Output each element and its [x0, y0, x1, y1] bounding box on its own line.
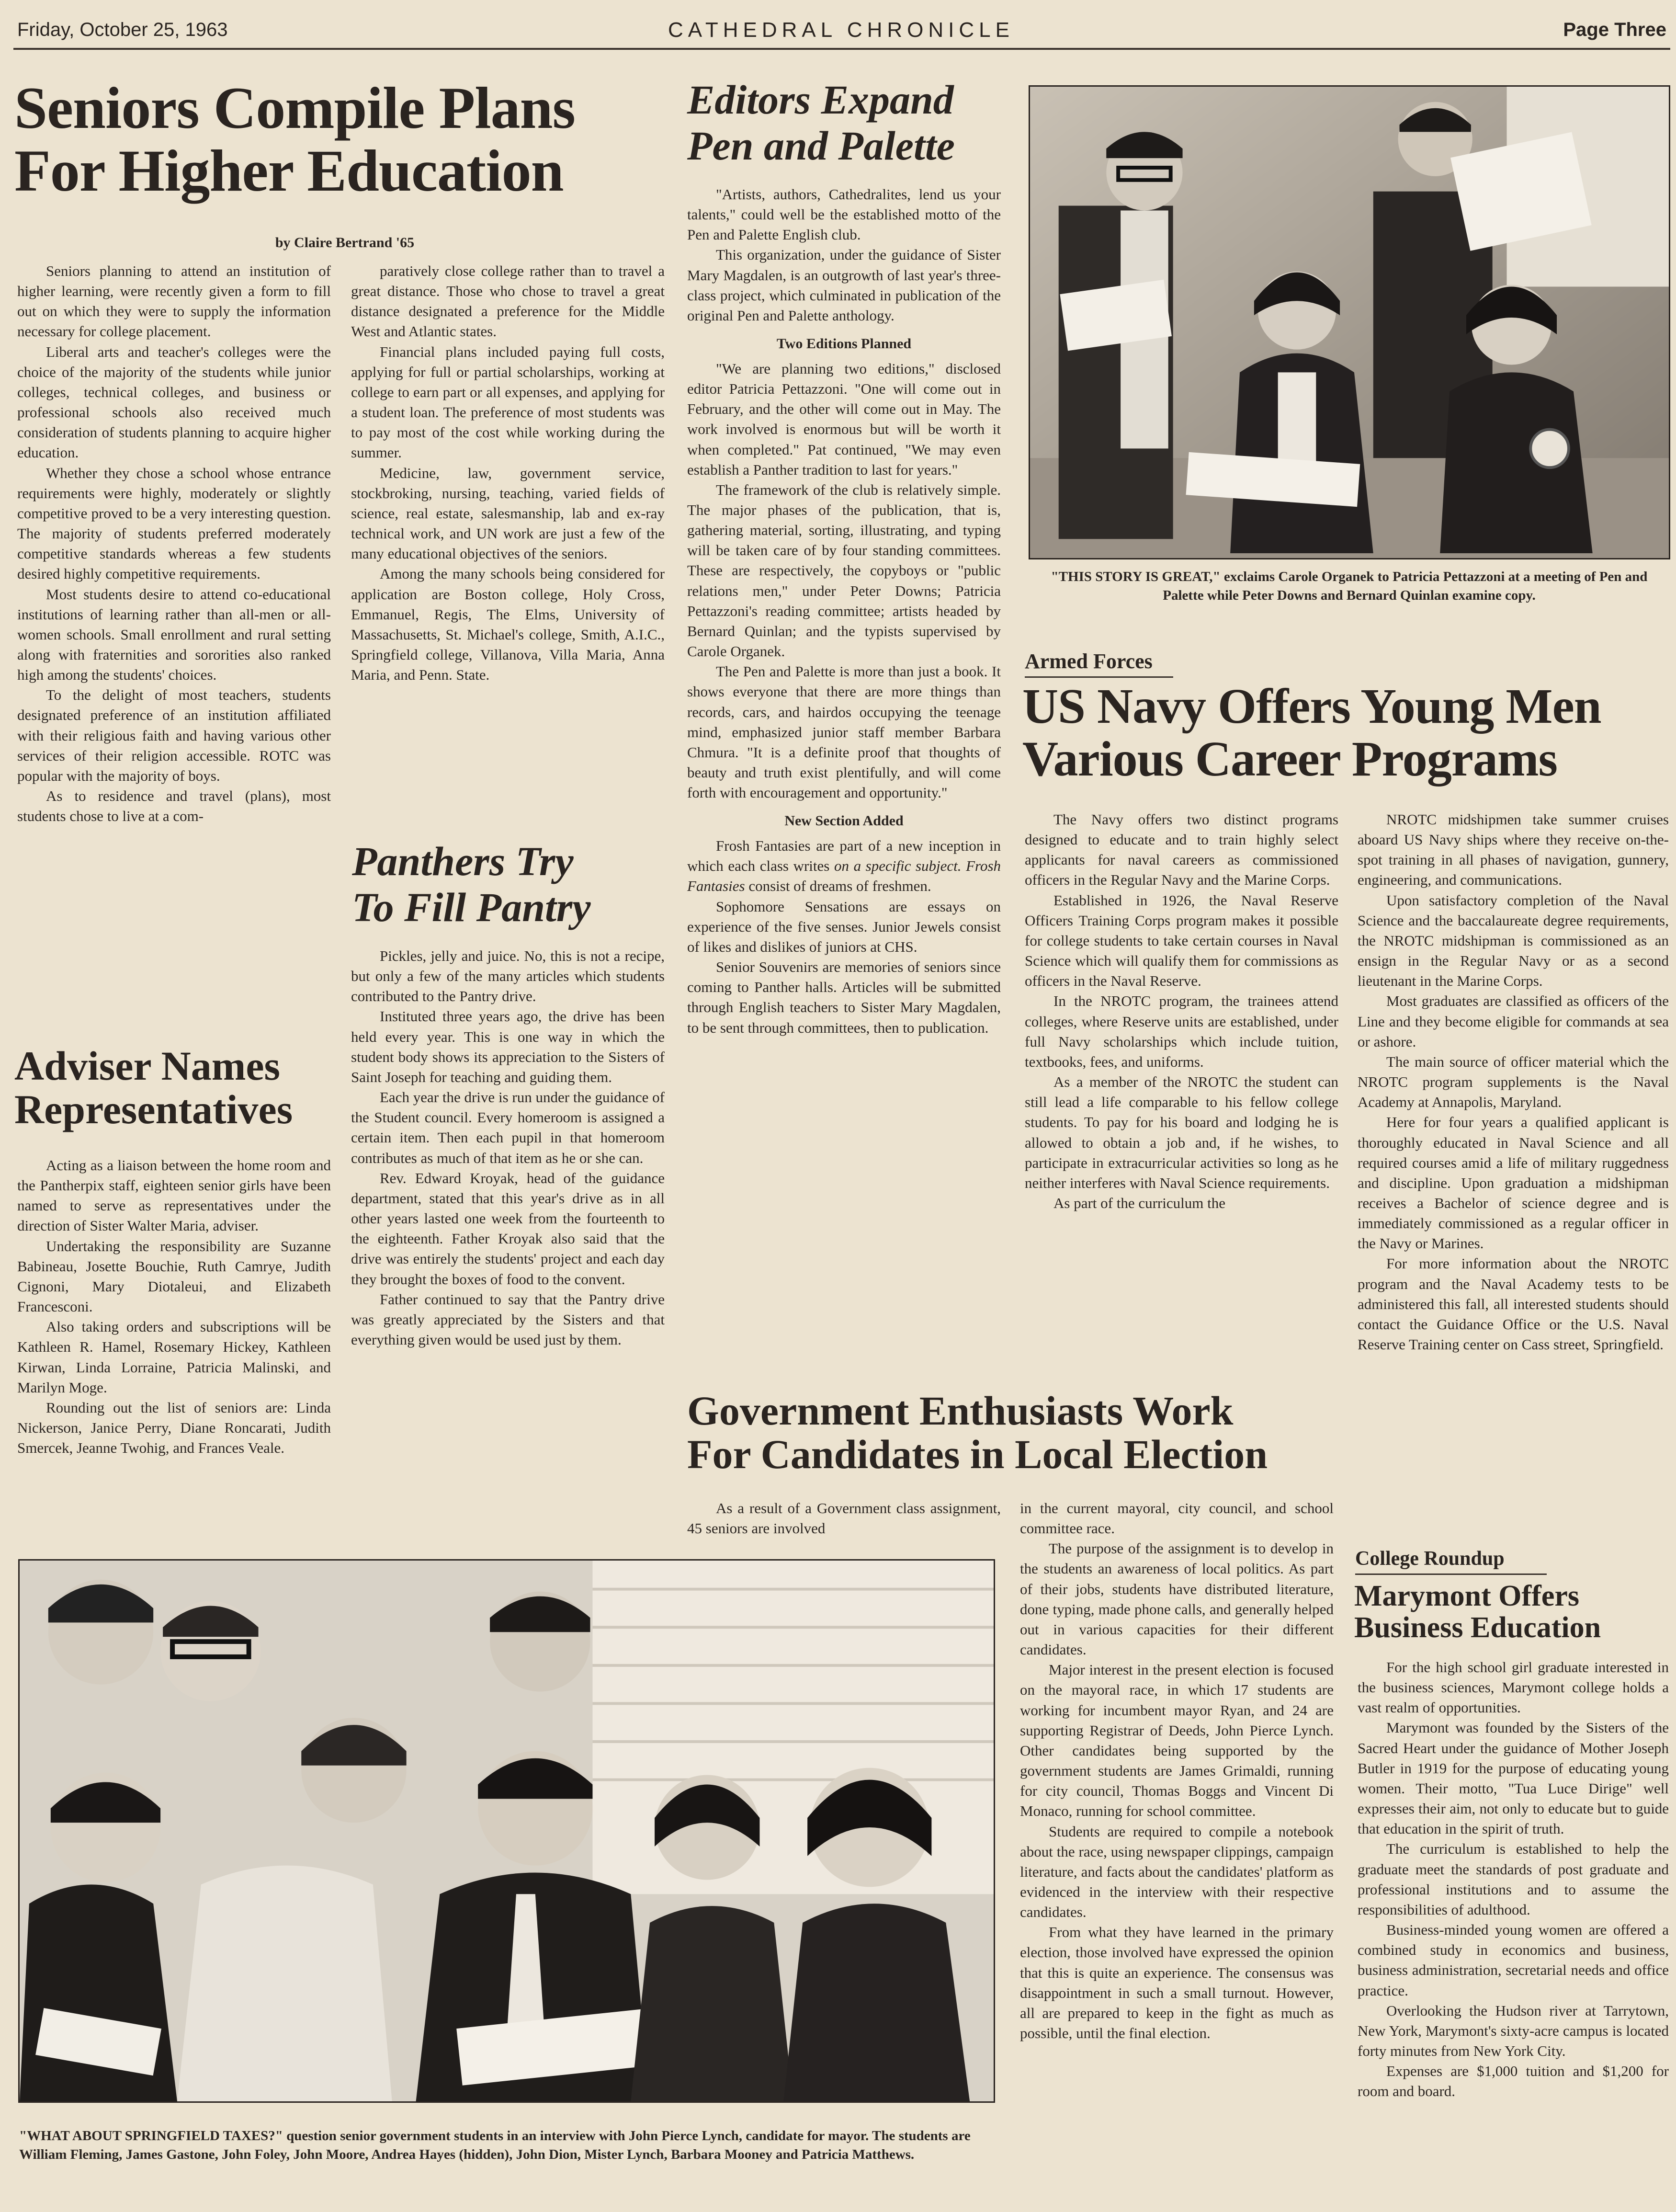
navy-column-2 [1358, 810, 1669, 1355]
government-column-2 [1020, 1498, 1334, 2043]
navy-kicker: Armed Forces [1025, 650, 1153, 673]
marymont-body [1358, 1657, 1669, 2101]
editors-paragraph: Senior Souvenirs are memories of seniors since coming to Panther halls. Articles will be submitted through English teachers to Sister Mary Magdalen, to be sent through committees, then to publication. [687, 958, 1001, 1036]
navy-paragraph: The Navy offers two distinct programs designed to educate and to train highly select applicants for naval careers as commissioned officers in the Regular Navy and the Marine Corps. [1025, 811, 1338, 889]
editors-headline-line-1: Editors Expand [687, 77, 954, 123]
marymont-paragraph: Overlooking the Hudson river at Tarrytown, New York, Marymont's sixty-acre campus is located forty minutes from New York City. [1358, 2002, 1669, 2059]
seniors-headline-line-2: For Higher Education [14, 138, 564, 204]
navy-paragraph: For more information about the NROTC program and the Naval Academy tests to be administered this fall, all interested students should contact the Guidance Office or the U.S. Naval Reserve Training center on Cass street, Springfield. [1358, 1255, 1669, 1353]
marymont-paragraph: For the high school girl graduate interested in the business sciences, Marymont college holds a vast realm of opportunities. [1358, 1659, 1669, 1716]
editors-paragraph: The framework of the club is relatively simple. The major phases of the publication, that is, gathering material, sorting, illustrating, and typing will be taken care of by four standing committees. These are respectively, the copyboys or "public relations men," under Peter Downs; Patricia Pettazzoni's reading committee; artists headed by Bernard Quinlan; and the typists supervised by Carole Organek. [687, 481, 1001, 660]
pen-and-palette-photo-image [1030, 87, 1669, 558]
adviser-body [17, 1155, 331, 1458]
marymont-paragraph: Business-minded young women are offered a combined study in economics and business, business administration, secretarial needs and office practice. [1358, 1921, 1669, 1999]
adviser-headline [14, 1044, 340, 1131]
panthers-paragraph: Pickles, jelly and juice. No, this is not a recipe, but only a few of the many articles which students contributed to the Pantry drive. [351, 947, 665, 1005]
seniors-headline-line-1: Seniors Compile Plans [14, 75, 575, 141]
government-headline [687, 1389, 1358, 1476]
marymont-paragraph: The curriculum is established to help the graduate meet the standards of post graduate and professional institutions and to assume the responsibilities of adulthood. [1358, 1840, 1669, 1918]
seniors-column-1 [17, 261, 331, 826]
navy-headline-line-2: Various Career Programs [1022, 731, 1557, 787]
navy-headline [1022, 680, 1674, 786]
navy-paragraph: Upon satisfactory completion of the Naval Science and the baccalaureate degree requirements, the NROTC midshipman is commissioned as an ensign in the Regular Navy or as a second lieutenant in the Marine Corps. [1358, 891, 1669, 990]
marymont-paragraph: Marymont was founded by the Sisters of the Sacred Heart under the guidance of Mother Joseph Butler in 1919 for the purpose of educating young women. Their motto, "Tua Luce Dirige" well expresses their aim, not only to educate but to guide that education in the spirit of truth. [1358, 1719, 1669, 1837]
adviser-paragraph: Also taking orders and subscriptions will be Kathleen R. Hamel, Rosemary Hickey, Kathleen Kirwan, Linda Lorraine, Patricia Malinski, and Marilyn Moge. [17, 1318, 331, 1396]
panthers-body [351, 946, 665, 1350]
editors-headline-line-2: Pen and Palette [687, 123, 955, 169]
page-number: Page Three [1563, 19, 1666, 40]
marymont-paragraph: Expenses are $1,000 tuition and $1,200 for room and board. [1358, 2063, 1669, 2100]
navy-paragraph: As a member of the NROTC the student can still lead a life comparable to his fellow college students. To pay for his board and lodging he is allowed to obtain a job and, if he wishes, to participate in extracurricular activities so long as he neither interferes with Naval Science requirements. [1025, 1073, 1338, 1191]
government-paragraph: The purpose of the assignment is to develop in the students an awareness of local politics. As part of their jobs, students have distributed literature, done typing, made phone calls, and generally helped out in various capacities for their different candidates. [1020, 1540, 1334, 1658]
editors-paragraph: "Artists, authors, Cathedralites, lend us your talents," could well be the established motto of the Pen and Palette English club. [687, 186, 1001, 243]
navy-paragraph: In the NROTC program, the trainees attend colleges, where Reserve units are established, under full Navy scholarships which include tuition, textbooks, fees, and uniforms. [1025, 992, 1338, 1070]
navy-paragraph: NROTC midshipmen take summer cruises aboard US Navy ships where they receive on-the-spot training in all phases of navigation, gunnery, engineering, and communications. [1358, 811, 1669, 889]
navy-column-1 [1025, 810, 1338, 1213]
adviser-headline-line-1: Adviser Names [14, 1043, 280, 1089]
navy-kicker-rule [1025, 676, 1173, 678]
navy-paragraph: Established in 1926, the Naval Reserve Officers Training Corps program makes it possible for college students to take certain courses in Naval Science which will qualify them for commissions as officers in the Naval Reserve. [1025, 891, 1338, 990]
government-paragraph: Students are required to compile a notebook about the race, using newspaper clippings, campaign literature, and facts about the candidates' platform as evidenced in the interview with their respective candidates. [1020, 1823, 1334, 1921]
springfield-taxes-caption: "WHAT ABOUT SPRINGFIELD TAXES?" question senior government students in an interview with John Pierce Lynch, candidate for mayor. The students are William Fleming, James Gastone, John Foley, John Moore, Andrea Hayes (hidden), John Dion, Mister Lynch, Barbara Mooney and Patricia Matthews. [19, 2128, 971, 2163]
government-paragraph: From what they have learned in the primary election, those involved have expressed the opinion that this is quite an experience. The consensus was disappointment in such a small turnout. However, all are prepared to keep in the fight as much as possible, until the final election. [1020, 1924, 1334, 2042]
navy-paragraph: As part of the curriculum the [1053, 1194, 1225, 1211]
editors-headline [687, 77, 1013, 169]
seniors-paragraph: paratively close college rather than to travel a great distance. Those who chose to travel a great distance designated a preference for the Middle West and Atlantic states. [351, 262, 665, 340]
seniors-column-2 [351, 261, 665, 685]
springfield-taxes-photo [18, 1559, 995, 2103]
government-headline-line-2: For Candidates in Local Election [687, 1431, 1268, 1478]
government-paragraph: As a result of a Government class assignment, 45 seniors are involved [687, 1500, 1001, 1537]
frosh-text: Frosh Fantasies are part of a new inception in which each class writes [687, 837, 1001, 875]
marymont-headline-line-1: Marymont Offers [1354, 1580, 1579, 1612]
adviser-paragraph: Acting as a liaison between the home room and the Pantherpix staff, eighteen senior girls have been named to serve as representatives under the direction of Sister Walter Maria, adviser. [17, 1157, 331, 1234]
header-rule [13, 48, 1670, 50]
panthers-headline-line-2: To Fill Pantry [352, 884, 591, 931]
panthers-headline-line-1: Panthers Try [352, 838, 574, 884]
seniors-byline: by Claire Bertrand '65 [275, 235, 415, 251]
editors-subhead-new-section: New Section Added [784, 813, 904, 829]
navy-paragraph: Most graduates are classified as officers of the Line and they become eligible for commands at sea or ashore. [1358, 992, 1669, 1050]
panthers-paragraph: Each year the drive is run under the guidance of the Student council. Every homeroom is assigned a certain item. Then each pupil in that homeroom contributes as much of that item as he or she can. [351, 1089, 665, 1166]
seniors-paragraph: Among the many schools being considered for application are Boston college, Holy Cross, Emmanuel, Regis, The Elms, University of Massachusetts, St. Michael's college, Smith, A.I.C., Springfield college, Villanova, Villa Maria, Anna Maria, and Penn. State. [351, 565, 665, 684]
editors-paragraph-frosh [687, 836, 1001, 896]
seniors-paragraph: Most students desire to attend co-educational institutions of learning rather than all-men or all-women schools. Small enrollment and rural setting along with fraternities and sororities also ranked high among the students' choices. [17, 585, 331, 684]
government-paragraph: in the current mayoral, city council, and school committee race. [1020, 1500, 1334, 1537]
panthers-paragraph: Father continued to say that the Pantry drive was greatly appreciated by the Sisters and that everything given would be used just by them. [351, 1290, 665, 1348]
pen-and-palette-caption: "THIS STORY IS GREAT," exclaims Carole Organek to Patricia Pettazzoni at a meeting of Pen and Palette while Peter Downs and Bernard Quinlan examine copy. [1051, 569, 1648, 604]
pen-and-palette-photo [1029, 85, 1670, 559]
editors-subhead-two-editions: Two Editions Planned [776, 336, 912, 352]
marymont-headline-line-2: Business Education [1354, 1611, 1601, 1644]
seniors-paragraph: Medicine, law, government service, stockbroking, nursing, teaching, varied fields of science, real estate, salesmanship, lab and ex-ray technical work, and UN work are just a few of the many educational objectives of the seniors. [351, 464, 665, 562]
marymont-kicker-rule [1355, 1573, 1547, 1575]
editors-body [687, 184, 1001, 1038]
government-paragraph: Major interest in the present election is focused on the mayoral race, in which 17 students are working for incumbent mayor Ryan, and 24 are supporting Registrar of Deeds, John Pierce Lynch. Other candidates being supported by the government students are James Grimaldi, running for city council, Thomas Boggs and Vincent Di Monaco, running for school committee. [1020, 1661, 1334, 1820]
masthead: CATHEDRAL CHRONICLE [668, 18, 1014, 42]
adviser-paragraph: Rounding out the list of seniors are: Linda Nickerson, Janice Perry, Diane Roncarati, Judith Smercek, Jeanne Twohig, and Frances Veale. [17, 1399, 331, 1457]
frosh-text: consist of dreams of freshmen. [748, 878, 931, 895]
marymont-kicker: College Roundup [1355, 1548, 1505, 1570]
editors-paragraph: The Pen and Palette is more than just a book. It shows everyone that there are more things than records, cars, and hairdos occupying the teenage mind, emphasized junior staff member Barbara Chmura. "It is a definite proof that thoughts of beauty and truth exist plentifully, and will come forth with encouragement and opportunity." [687, 663, 1001, 801]
frosh-text-italic: on a specific subject. Frosh Fantasies [687, 857, 1001, 895]
marymont-headline [1354, 1581, 1670, 1643]
panthers-paragraph: Rev. Edward Kroyak, head of the guidance department, stated that this year's drive as in all other years lasted one week from the fourteenth to the eighteenth. Father Kroyak also said that the drive was entirely the students' project and each day they brought the boxes of food to the convent. [351, 1169, 665, 1288]
seniors-paragraph: Financial plans included paying full costs, applying for full or partial scholarships, working at college to earn part or all expenses, and applying for a student loan. The preference of most students was to pay most of the cost while working during the summer. [351, 343, 665, 461]
seniors-paragraph: Seniors planning to attend an institution of higher learning, were recently given a form to fill out on which they were to supply the information necessary for college placement. [17, 262, 331, 340]
government-column-1 [687, 1498, 1001, 1539]
navy-headline-line-1: US Navy Offers Young Men [1022, 679, 1601, 734]
government-headline-line-1: Government Enthusiasts Work [687, 1388, 1234, 1434]
panthers-paragraph: Instituted three years ago, the drive has been held every year. This is one way in which the student body shows its appreciation to the Sisters of Saint Joseph for teaching and guiding them. [351, 1008, 665, 1085]
seniors-paragraph: To the delight of most teachers, students designated preference of an institution affiliated with their religious faith and having various other services of their religion accessible. ROTC was popular with the majority of boys. [17, 686, 331, 784]
seniors-paragraph: As to residence and travel (plans), most students chose to live at a com- [17, 787, 331, 825]
editors-paragraph: Sophomore Sensations are essays on experience of the five senses. Junior Jewels consist of likes and dislikes of juniors at CHS. [687, 898, 1001, 955]
seniors-paragraph: Liberal arts and teacher's colleges were the choice of the majority of the students while junior colleges, technical colleges, and business or professional schools also received much consideration of students planning to acquire higher education. [17, 343, 331, 461]
editors-paragraph: This organization, under the guidance of Sister Mary Magdalen, is an outgrowth of last year's three-class project, which culminated in publication of the original Pen and Palette anthology. [687, 246, 1001, 324]
seniors-paragraph: Whether they chose a school whose entrance requirements were highly, moderately or slightly competitive proved to be a very interesting question. The majority of students preferred moderately competitive standards whereas a few students desired highly competitive requirements. [17, 464, 331, 582]
editors-paragraph: "We are planning two editions," disclosed editor Patricia Pettazzoni. "One will come out in February, and the other will come out in May. The work involved is enormous but will be worth it when completed." Pat continued, "We may even establish a Panther tradition to last for years." [687, 360, 1001, 478]
springfield-taxes-photo-image [20, 1561, 994, 2101]
panthers-headline [352, 838, 668, 931]
navy-paragraph: Here for four years a qualified applicant is thoroughly educated in Naval Science and all required courses amid a life of military ruggedness and discipline. Upon graduation a midshipman receives a Bachelor of science degree and is immediately commissioned as a regular officer in the Navy or Marines. [1358, 1114, 1669, 1252]
seniors-headline [14, 77, 675, 203]
adviser-paragraph: Undertaking the responsibility are Suzanne Babineau, Josette Bouchie, Ruth Camrye, Judith Cignoni, Mary Diotaleui, and Elizabeth Francesconi. [17, 1237, 331, 1315]
navy-paragraph: The main source of officer material which the NROTC program supplements is the Naval Academy at Annapolis, Maryland. [1358, 1053, 1669, 1111]
adviser-headline-line-2: Representatives [14, 1086, 293, 1133]
issue-date: Friday, October 25, 1963 [17, 19, 228, 40]
